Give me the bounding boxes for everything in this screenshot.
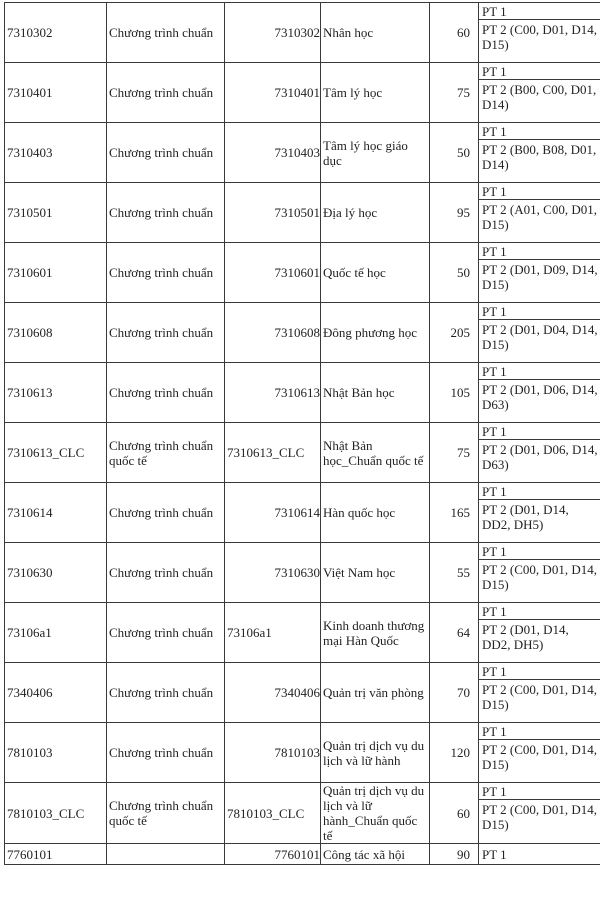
table-row	[5, 423, 600, 440]
method-cell: PT 1	[479, 3, 600, 20]
method-cell: PT 2 (C00, D01, D14, D15)	[479, 20, 600, 63]
program-code-cell: 7310614	[5, 483, 107, 543]
program-code-cell: 7340406	[5, 663, 107, 723]
major-name-cell: Hàn quốc học	[321, 483, 430, 543]
method-cell: PT 1	[479, 543, 600, 560]
program-type-cell: Chương trình chuẩn	[107, 123, 225, 183]
quota-cell: 50	[430, 243, 479, 303]
method-cell: PT 1	[479, 63, 600, 80]
program-type-cell: Chương trình chuẩn	[107, 483, 225, 543]
program-code-cell: 7810103_CLC	[5, 783, 107, 844]
program-type-cell: Chương trình chuẩn quốc tế	[107, 423, 225, 483]
major-code-cell: 7310401	[225, 63, 321, 123]
major-code-cell: 73106a1	[225, 603, 321, 663]
program-code-cell: 7310302	[5, 3, 107, 63]
method-cell: PT 1	[479, 603, 600, 620]
quota-cell: 75	[430, 423, 479, 483]
table-row	[5, 303, 600, 320]
method-cell: PT 1	[479, 243, 600, 260]
table-row	[5, 663, 600, 680]
major-name-cell: Việt Nam học	[321, 543, 430, 603]
method-cell: PT 1	[479, 183, 600, 200]
table-row	[5, 183, 600, 200]
program-type-cell: Chương trình chuẩn	[107, 63, 225, 123]
table-row	[5, 363, 600, 380]
method-cell: PT 1	[479, 423, 600, 440]
major-name-cell: Quản trị dịch vụ du lịch và lữ hành	[321, 723, 430, 783]
program-code-cell: 7310601	[5, 243, 107, 303]
major-code-cell: 7340406	[225, 663, 321, 723]
program-type-cell: Chương trình chuẩn	[107, 303, 225, 363]
major-name-cell: Địa lý học	[321, 183, 430, 243]
table-row	[5, 844, 600, 865]
quota-cell: 60	[430, 3, 479, 63]
major-name-cell: Nhân học	[321, 3, 430, 63]
method-cell: PT 2 (D01, D04, D14, D15)	[479, 320, 600, 363]
major-name-cell: Nhật Bản học_Chuẩn quốc tế	[321, 423, 430, 483]
major-name-cell: Quản trị văn phòng	[321, 663, 430, 723]
quota-cell: 60	[430, 783, 479, 844]
major-name-cell: Kinh doanh thương mại Hàn Quốc	[321, 603, 430, 663]
program-type-cell: Chương trình chuẩn	[107, 723, 225, 783]
major-code-cell: 7310302	[225, 3, 321, 63]
major-name-cell: Tâm lý học giáo dục	[321, 123, 430, 183]
program-code-cell: 7310630	[5, 543, 107, 603]
major-code-cell: 7310501	[225, 183, 321, 243]
major-code-cell: 7760101	[225, 844, 321, 865]
major-code-cell: 7310614	[225, 483, 321, 543]
method-cell: PT 2 (D01, D14, DD2, DH5)	[479, 500, 600, 543]
quota-cell: 64	[430, 603, 479, 663]
major-code-cell: 7310601	[225, 243, 321, 303]
method-cell: PT 2 (A01, C00, D01, D15)	[479, 200, 600, 243]
major-code-cell: 7310608	[225, 303, 321, 363]
quota-cell: 50	[430, 123, 479, 183]
quota-cell: 120	[430, 723, 479, 783]
table-row	[5, 3, 600, 20]
method-cell: PT 1	[479, 363, 600, 380]
method-cell: PT 2 (C00, D01, D14, D15)	[479, 560, 600, 603]
quota-cell: 75	[430, 63, 479, 123]
quota-cell: 95	[430, 183, 479, 243]
table-row	[5, 483, 600, 500]
program-type-cell: Chương trình chuẩn	[107, 663, 225, 723]
major-code-cell: 7810103	[225, 723, 321, 783]
method-cell: PT 2 (D01, D14, DD2, DH5)	[479, 620, 600, 663]
method-cell: PT 1	[479, 303, 600, 320]
quota-cell: 70	[430, 663, 479, 723]
table-row	[5, 783, 600, 800]
method-cell: PT 2 (C00, D01, D14, D15)	[479, 800, 600, 844]
method-cell: PT 2 (D01, D06, D14, D63)	[479, 380, 600, 423]
program-code-cell: 7310401	[5, 63, 107, 123]
method-cell: PT 1	[479, 783, 600, 800]
method-cell: PT 1	[479, 723, 600, 740]
program-code-cell: 7760101	[5, 844, 107, 865]
table-row	[5, 723, 600, 740]
quota-cell: 90	[430, 844, 479, 865]
method-cell: PT 1	[479, 844, 600, 865]
program-type-cell: Chương trình chuẩn	[107, 603, 225, 663]
major-name-cell: Quốc tế học	[321, 243, 430, 303]
major-code-cell: 7810103_CLC	[225, 783, 321, 844]
method-cell: PT 2 (C00, D01, D14, D15)	[479, 680, 600, 723]
method-cell: PT 2 (D01, D09, D14, D15)	[479, 260, 600, 303]
program-type-cell: Chương trình chuẩn	[107, 183, 225, 243]
method-cell: PT 1	[479, 663, 600, 680]
major-code-cell: 7310613_CLC	[225, 423, 321, 483]
method-cell: PT 2 (C00, D01, D14, D15)	[479, 740, 600, 783]
quota-cell: 55	[430, 543, 479, 603]
program-type-cell: Chương trình chuẩn	[107, 3, 225, 63]
program-code-cell: 7310613_CLC	[5, 423, 107, 483]
program-code-cell: 7310608	[5, 303, 107, 363]
method-cell: PT 2 (B00, B08, D01, D14)	[479, 140, 600, 183]
major-name-cell: Quản trị dịch vụ du lịch và lữ hành_Chuẩn quốc tế	[321, 783, 430, 844]
table-row	[5, 603, 600, 620]
program-type-cell: Chương trình chuẩn	[107, 543, 225, 603]
method-cell: PT 1	[479, 123, 600, 140]
table-row	[5, 543, 600, 560]
method-cell: PT 2 (B00, C00, D01, D14)	[479, 80, 600, 123]
program-type-cell: Chương trình chuẩn	[107, 243, 225, 303]
program-type-cell	[107, 844, 225, 865]
quota-cell: 205	[430, 303, 479, 363]
method-cell: PT 1	[479, 483, 600, 500]
table-row	[5, 63, 600, 80]
table-body	[5, 3, 600, 865]
admissions-table	[4, 2, 600, 865]
major-code-cell: 7310403	[225, 123, 321, 183]
program-type-cell: Chương trình chuẩn	[107, 363, 225, 423]
major-name-cell: Đông phương học	[321, 303, 430, 363]
major-code-cell: 7310613	[225, 363, 321, 423]
program-code-cell: 7310613	[5, 363, 107, 423]
program-code-cell: 73106a1	[5, 603, 107, 663]
table-row	[5, 123, 600, 140]
major-name-cell: Công tác xã hội	[321, 844, 430, 865]
major-name-cell: Nhật Bản học	[321, 363, 430, 423]
program-code-cell: 7810103	[5, 723, 107, 783]
quota-cell: 105	[430, 363, 479, 423]
method-cell: PT 2 (D01, D06, D14, D63)	[479, 440, 600, 483]
quota-cell: 165	[430, 483, 479, 543]
program-code-cell: 7310403	[5, 123, 107, 183]
major-code-cell: 7310630	[225, 543, 321, 603]
program-type-cell: Chương trình chuẩn quốc tế	[107, 783, 225, 844]
major-name-cell: Tâm lý học	[321, 63, 430, 123]
program-code-cell: 7310501	[5, 183, 107, 243]
table-row	[5, 243, 600, 260]
